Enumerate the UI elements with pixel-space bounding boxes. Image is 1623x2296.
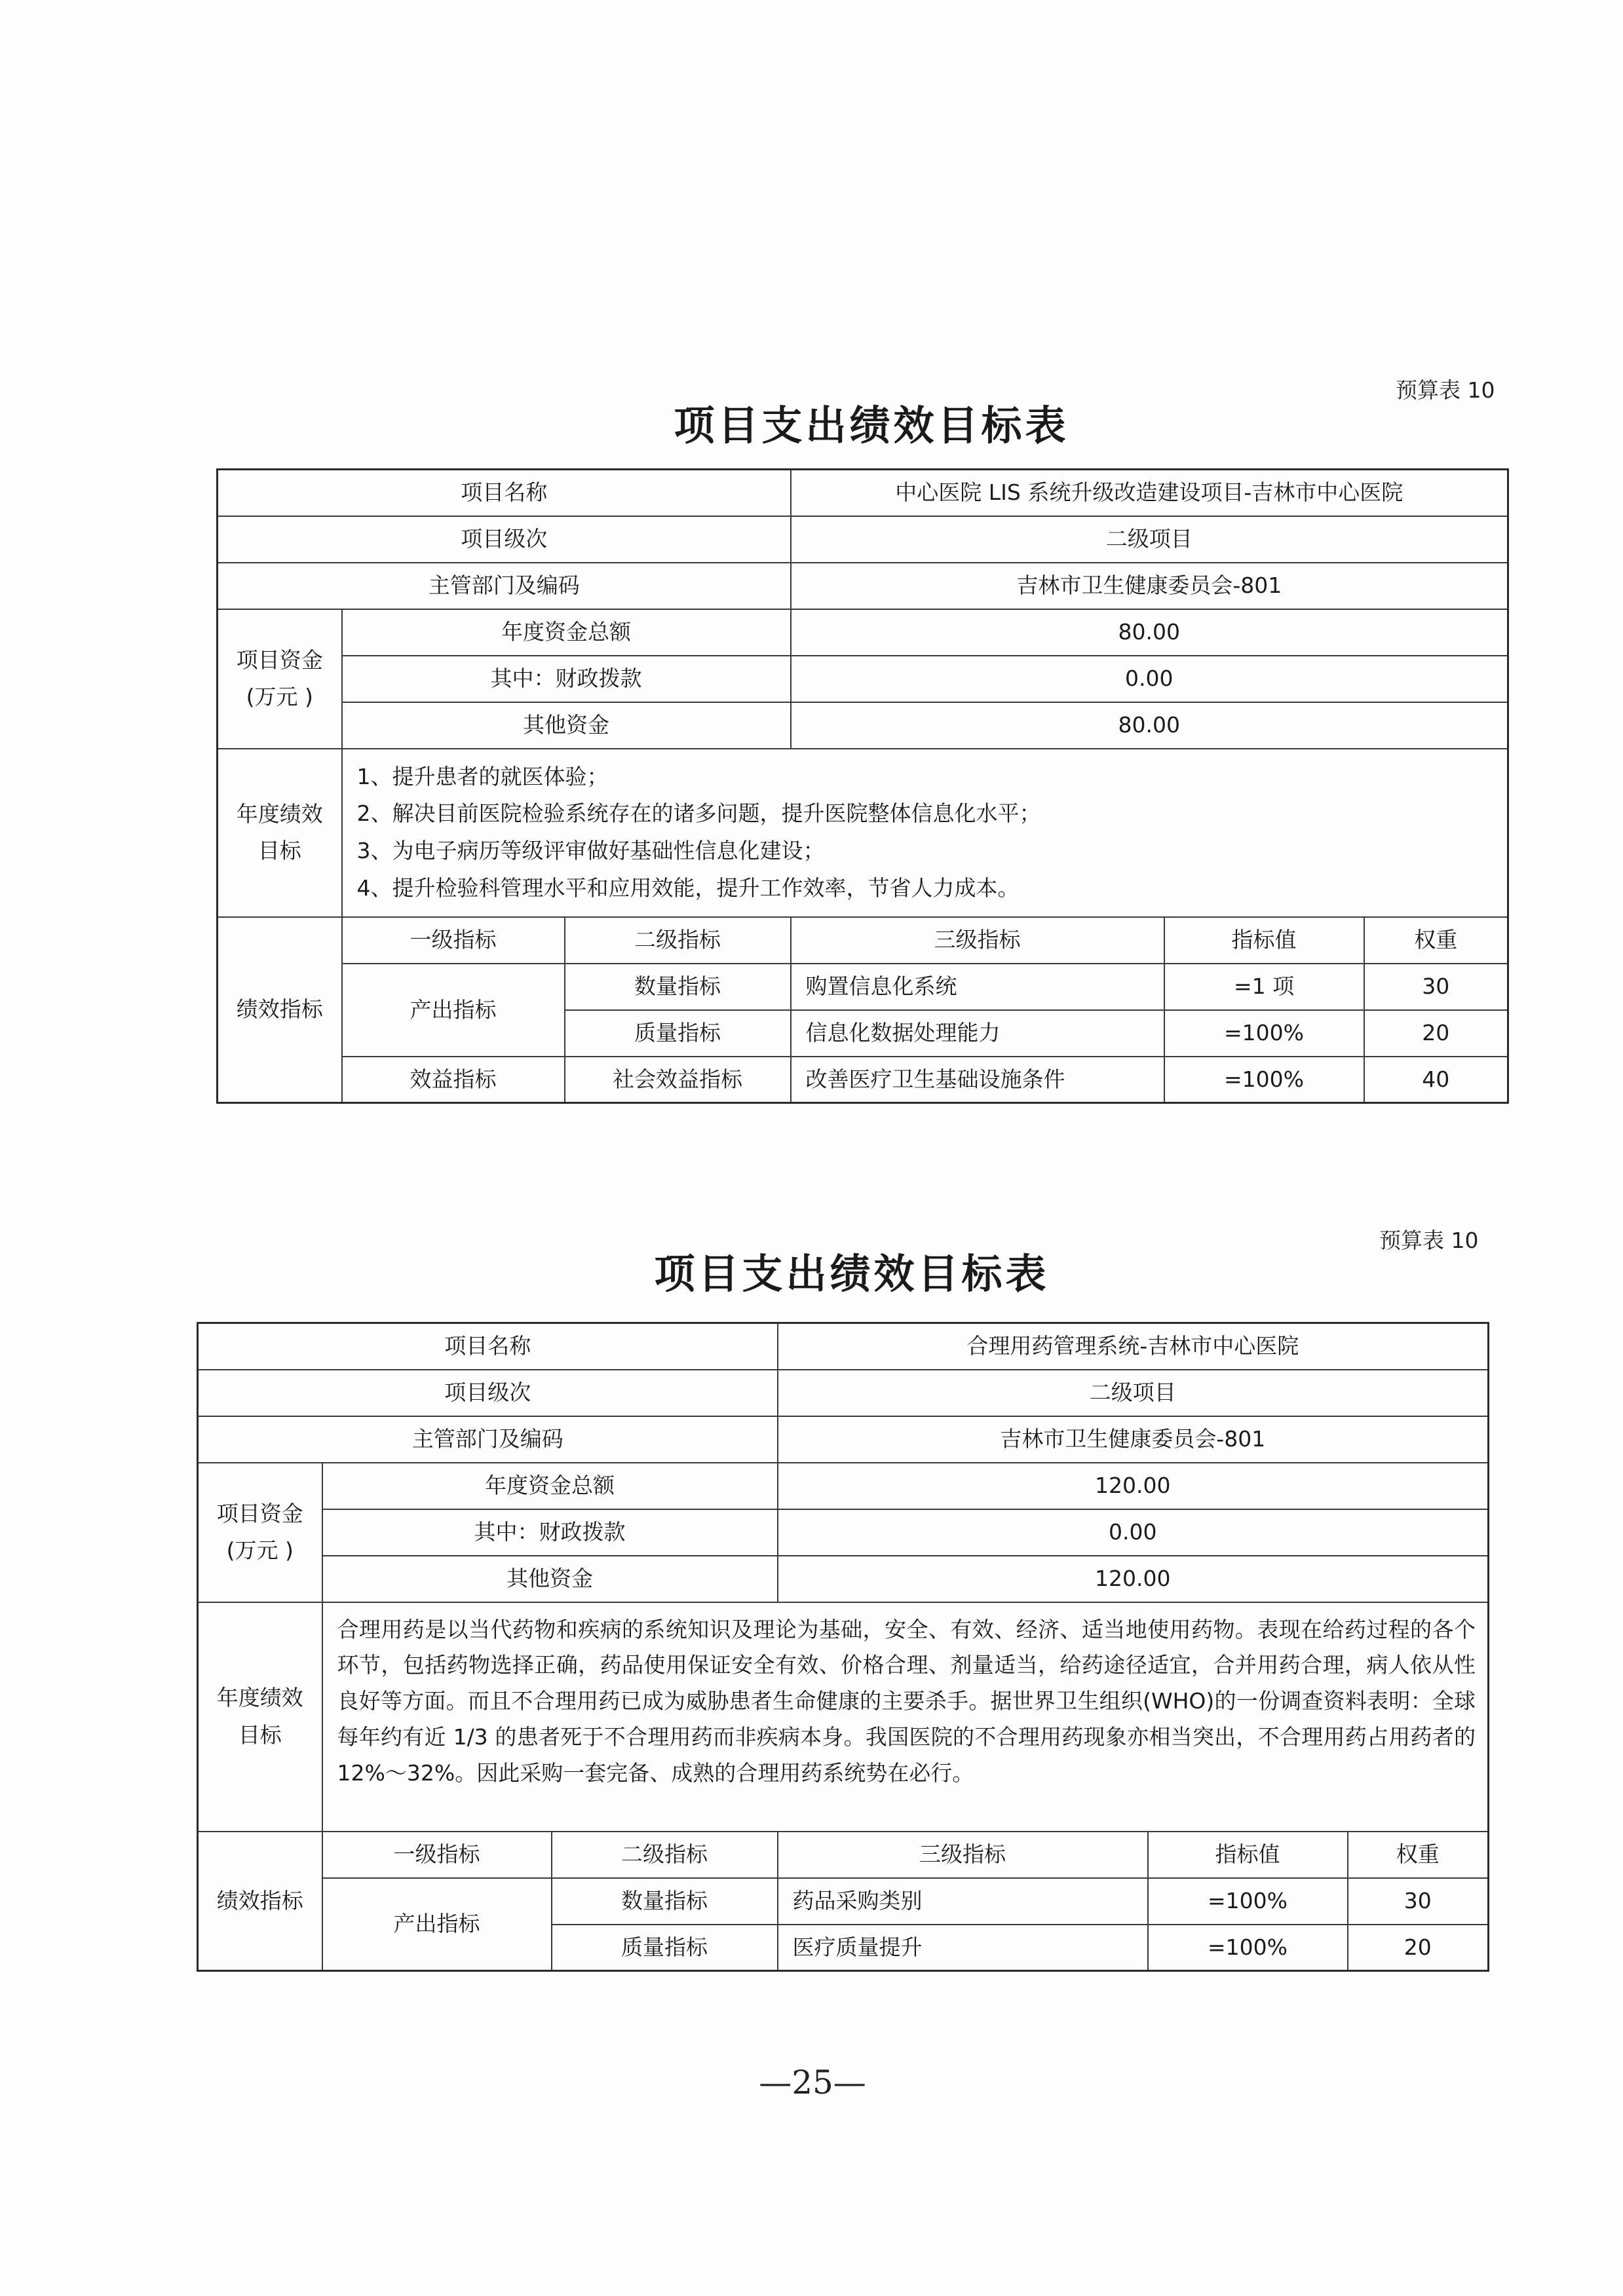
header-level3: 三级指标 xyxy=(778,1832,1148,1878)
indicator-weight: 40 xyxy=(1364,1057,1508,1103)
header-weight: 权重 xyxy=(1348,1832,1489,1878)
value-project-name: 合理用药管理系统-吉林市中心医院 xyxy=(778,1323,1489,1370)
indicator-level3: 信息化数据处理能力 xyxy=(791,1010,1164,1057)
indicator-value: =100% xyxy=(1148,1925,1348,1971)
table-row xyxy=(218,1057,1508,1103)
value-project-level: 二级项目 xyxy=(791,516,1508,563)
indicator-weight: 20 xyxy=(1364,1010,1508,1057)
value-dept-code: 吉林市卫生健康委员会-801 xyxy=(791,563,1508,609)
label-project-fund: 项目资金 (万元 ) xyxy=(198,1463,322,1602)
indicator-level2: 质量指标 xyxy=(552,1925,778,1971)
header-value: 指标值 xyxy=(1148,1832,1348,1878)
table-row xyxy=(198,1878,1489,1925)
indicator-value: =100% xyxy=(1164,1057,1364,1103)
indicator-weight: 20 xyxy=(1348,1925,1489,1971)
label-project-name: 项目名称 xyxy=(198,1323,778,1370)
indicator-level3: 药品采购类别 xyxy=(778,1878,1148,1925)
indicator-level2: 数量指标 xyxy=(565,964,791,1010)
label-fiscal-allocation: 其中：财政拨款 xyxy=(322,1509,778,1556)
performance-table-1 xyxy=(216,468,1509,1104)
value-annual-total: 80.00 xyxy=(791,609,1508,656)
indicator-level3: 购置信息化系统 xyxy=(791,964,1164,1010)
goal-item: 2、解决目前医院检验系统存在的诸多问题，提升医院整体信息化水平； xyxy=(356,800,1041,827)
form-title: 项目支出绩效目标表 xyxy=(654,1250,1050,1298)
label-project-name: 项目名称 xyxy=(218,470,791,516)
goal-item: 3、为电子病历等级评审做好基础性信息化建设； xyxy=(356,838,825,863)
indicator-value: =100% xyxy=(1148,1878,1348,1925)
value-fiscal-allocation: 0.00 xyxy=(791,656,1508,702)
annual-goal-list xyxy=(342,749,1508,917)
header-weight: 权重 xyxy=(1364,917,1508,964)
label-project-fund: 项目资金 (万元 ) xyxy=(218,609,342,749)
label-project-level: 项目级次 xyxy=(198,1370,778,1416)
indicator-level3: 改善医疗卫生基础设施条件 xyxy=(791,1057,1164,1103)
value-project-name: 中心医院 LIS 系统升级改造建设项目-吉林市中心医院 xyxy=(791,470,1508,516)
label-performance-indicators: 绩效指标 xyxy=(218,917,342,1103)
page-number: —25— xyxy=(759,2063,866,2101)
annual-goal-text: 合理用药是以当代药物和疾病的系统知识及理论为基础，安全、有效、经济、适当地使用药物。表现在给药过程的各个环节，包括药物选择正确，药品使用保证安全有效、价格合理、剂量适当，给药途径适宜，合并用药合理，病人依从性良好等方面。而且不合理用药已成为威胁患者生命健康的主要杀手。据世界卫生组织(WHO)的一份调查资料表明：全球每年约有近 1/3 的患者死于不合理用药而非疾病本身。我国医院的不合理用药现象亦相当突出，不合理用药占用药者的 12%～32%。因此采购一套完备、成熟的合理用药系统势在必行。 xyxy=(322,1602,1489,1832)
header-level2: 二级指标 xyxy=(552,1832,778,1878)
label-dept-code: 主管部门及编码 xyxy=(218,563,791,609)
label-annual-goal: 年度绩效 目标 xyxy=(198,1602,322,1832)
label-annual-goal: 年度绩效 目标 xyxy=(218,749,342,917)
label-other-funds: 其他资金 xyxy=(322,1556,778,1602)
indicator-value: =100% xyxy=(1164,1010,1364,1057)
label-dept-code: 主管部门及编码 xyxy=(198,1416,778,1463)
indicator-level1: 产出指标 xyxy=(342,964,565,1057)
header-value: 指标值 xyxy=(1164,917,1364,964)
header-level3: 三级指标 xyxy=(791,917,1164,964)
header-level2: 二级指标 xyxy=(565,917,791,964)
indicator-level2: 质量指标 xyxy=(565,1010,791,1057)
indicator-level3: 医疗质量提升 xyxy=(778,1925,1148,1971)
indicator-weight: 30 xyxy=(1364,964,1508,1010)
indicator-level1: 效益指标 xyxy=(342,1057,565,1103)
label-annual-total: 年度资金总额 xyxy=(342,609,791,656)
form-number: 预算表 10 xyxy=(1379,1228,1479,1253)
value-project-level: 二级项目 xyxy=(778,1370,1489,1416)
performance-table-2 xyxy=(197,1322,1489,1972)
value-annual-total: 120.00 xyxy=(778,1463,1489,1509)
label-annual-total: 年度资金总额 xyxy=(322,1463,778,1509)
form-number: 预算表 10 xyxy=(1396,377,1495,403)
indicator-weight: 30 xyxy=(1348,1878,1489,1925)
value-other-funds: 80.00 xyxy=(791,702,1508,749)
indicator-value: =1 项 xyxy=(1164,964,1364,1010)
indicator-level1: 产出指标 xyxy=(322,1878,552,1971)
value-dept-code: 吉林市卫生健康委员会-801 xyxy=(778,1416,1489,1463)
value-other-funds: 120.00 xyxy=(778,1556,1489,1602)
form-title: 项目支出绩效目标表 xyxy=(674,402,1069,449)
table-row xyxy=(218,964,1508,1010)
label-performance-indicators: 绩效指标 xyxy=(198,1832,322,1971)
goal-item: 4、提升检验科管理水平和应用效能，提升工作效率，节省人力成本。 xyxy=(356,875,1020,901)
goal-item: 1、提升患者的就医体验； xyxy=(356,763,609,789)
label-project-level: 项目级次 xyxy=(218,516,791,563)
header-level1: 一级指标 xyxy=(342,917,565,964)
value-fiscal-allocation: 0.00 xyxy=(778,1509,1489,1556)
label-other-funds: 其他资金 xyxy=(342,702,791,749)
label-fiscal-allocation: 其中：财政拨款 xyxy=(342,656,791,702)
indicator-level2: 数量指标 xyxy=(552,1878,778,1925)
indicator-level2: 社会效益指标 xyxy=(565,1057,791,1103)
header-level1: 一级指标 xyxy=(322,1832,552,1878)
